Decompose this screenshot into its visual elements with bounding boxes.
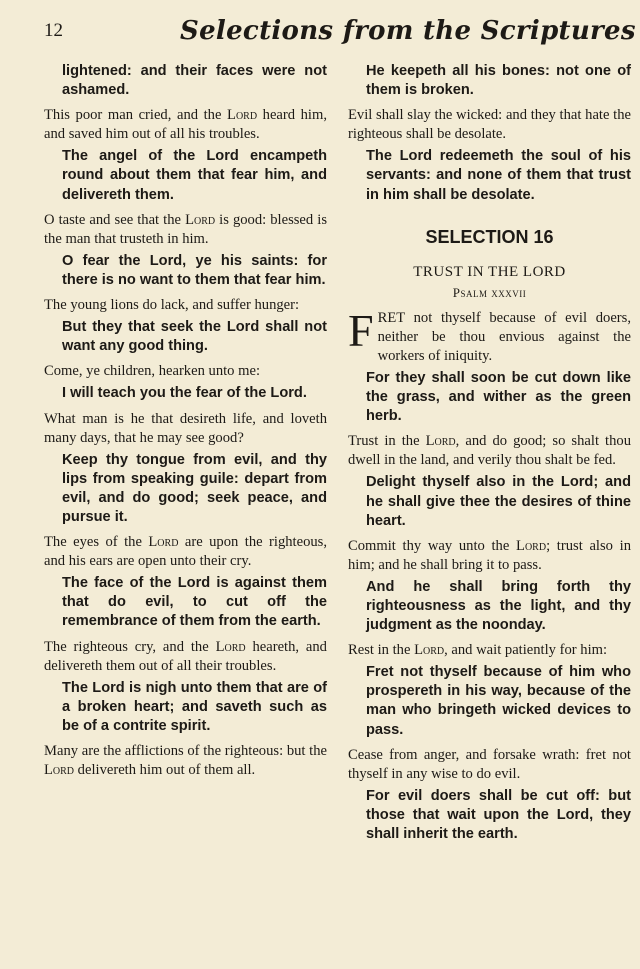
divine-name: Lord — [414, 642, 445, 659]
leader-verse — [44, 533, 327, 571]
response-verse: But they that seek the Lord shall not want any good thing. — [62, 319, 327, 355]
leader-verse — [44, 410, 327, 448]
selection-heading: SELECTION 16 — [425, 226, 554, 247]
response-verse: Delight thyself also in the Lord; and he shall give thee the desires of thine heart. — [366, 474, 631, 529]
divine-name: Lord — [425, 433, 456, 450]
verse-text: The righteous cry, and the — [44, 638, 216, 655]
selection-title: TRUST IN THE LORD — [413, 263, 566, 280]
leader-verse — [44, 296, 327, 315]
leader-verse — [348, 746, 631, 784]
verse-text: The young lions do lack, and suffer hunger: — [44, 297, 300, 314]
leader-verse — [44, 638, 327, 676]
page-header — [0, 0, 640, 60]
psalm-34-continued — [348, 62, 631, 205]
verse-text: Cease from anger, and forsake wrath: fret not thyself in any wise to do evil. — [348, 746, 631, 782]
response-verse: I will teach you the fear of the Lord. — [62, 385, 307, 402]
leader-verse — [44, 362, 327, 381]
verse-text: is good: blessed is the man that trusteth in him. — [44, 211, 328, 247]
page-number: 12 — [44, 20, 63, 41]
verse-text: delivereth him out of them all. — [74, 762, 256, 779]
verse-text: Many are the afflictions of the righteous: but the — [44, 743, 327, 759]
leader-verse — [348, 641, 631, 660]
verse-text: , and do good; so shalt thou dwell in the land, and verily thou shalt be fed. — [348, 433, 631, 469]
verse-text: Evil shall slay the wicked: and they that hate the righteous shall be desolate. — [348, 107, 631, 143]
verse-text: The eyes of the — [44, 534, 149, 551]
divine-name: Lord — [185, 211, 216, 228]
response-verse: Fret not thyself because of him who prospereth in his way, because of the man who bringeth wicked devices to pass. — [366, 664, 631, 738]
scripture-reference: Psalm xxxvii — [452, 284, 527, 300]
verse-text: What man is he that desireth life, and loveth many days, that he may see good? — [44, 410, 327, 446]
leader-verse — [348, 537, 631, 575]
verse-text: are upon the righteous, and his ears are open unto their cry. — [44, 534, 327, 570]
verse-text: This poor man cried, and the — [44, 107, 228, 124]
divine-name: Lord — [44, 762, 75, 779]
verse-text: Commit thy way unto the — [348, 537, 517, 554]
response-verse: The Lord is nigh unto them that are of a broken heart; and saveth such as be of a contrite spirit. — [62, 679, 327, 734]
response-verse: lightened: and their faces were not ashamed. — [62, 63, 327, 99]
leader-verse — [348, 432, 631, 470]
running-title: Selections from the Scriptures — [180, 16, 636, 46]
divine-name: Lord — [227, 107, 258, 124]
first-verse-text: RET not thyself because of evil doers, neither be thou envious against the workers of iniquity. — [377, 309, 631, 364]
drop-cap: F — [348, 304, 374, 356]
divine-name: Lord — [215, 638, 246, 655]
divine-name: Lord — [516, 537, 547, 554]
verse-text: heareth, and delivereth them out of all their troubles. — [44, 638, 327, 674]
verse-text: Come, ye children, hearken unto me: — [44, 363, 260, 380]
leader-verse — [44, 742, 327, 780]
response-verse: O fear the Lord, ye his saints: for there is no want to them that fear him. — [62, 252, 327, 288]
response-verse: Keep thy tongue from evil, and thy lips from speaking guile: depart from evil, and do good; seek peace, and pursue it. — [62, 451, 327, 525]
verse-text: , and wait patiently for him: — [444, 642, 608, 659]
right-column — [348, 62, 631, 850]
verse-text: O taste and see that the — [44, 211, 186, 228]
response-verse: And he shall bring forth thy righteousness as the light, and thy judgment as the noonday. — [366, 578, 631, 634]
response-verse: The Lord redeemeth the soul of his servants: and none of them that trust in him shall be desolate. — [366, 148, 631, 203]
response-verse: For they shall soon be cut down like the grass, and wither as the green herb. — [366, 369, 631, 425]
response-verse: He keepeth all his bones: not one of them is broken. — [366, 63, 631, 99]
leader-verse — [44, 211, 327, 249]
left-column — [44, 62, 327, 783]
verse-text: Rest in the — [348, 642, 415, 659]
verse-text: Trust in the — [348, 433, 426, 450]
first-verse — [348, 304, 631, 366]
response-verse: For evil doers shall be cut off: but those that wait upon the Lord, they shall inherit the earth. — [366, 787, 631, 842]
leader-verse — [348, 106, 631, 144]
response-verse: The face of the Lord is against them that do evil, to cut off the remembrance of them from the earth. — [62, 575, 327, 630]
divine-name: Lord — [148, 534, 179, 551]
leader-verse — [44, 106, 327, 144]
verse-text: ; trust also in him; and he shall bring it to pass. — [348, 537, 631, 573]
response-verse: The angel of the Lord encampeth round about them that fear him, and delivereth them. — [62, 148, 327, 203]
verse-text: heard him, and saved him out of all his troubles. — [44, 107, 327, 143]
psalm-37-verses — [348, 369, 631, 844]
